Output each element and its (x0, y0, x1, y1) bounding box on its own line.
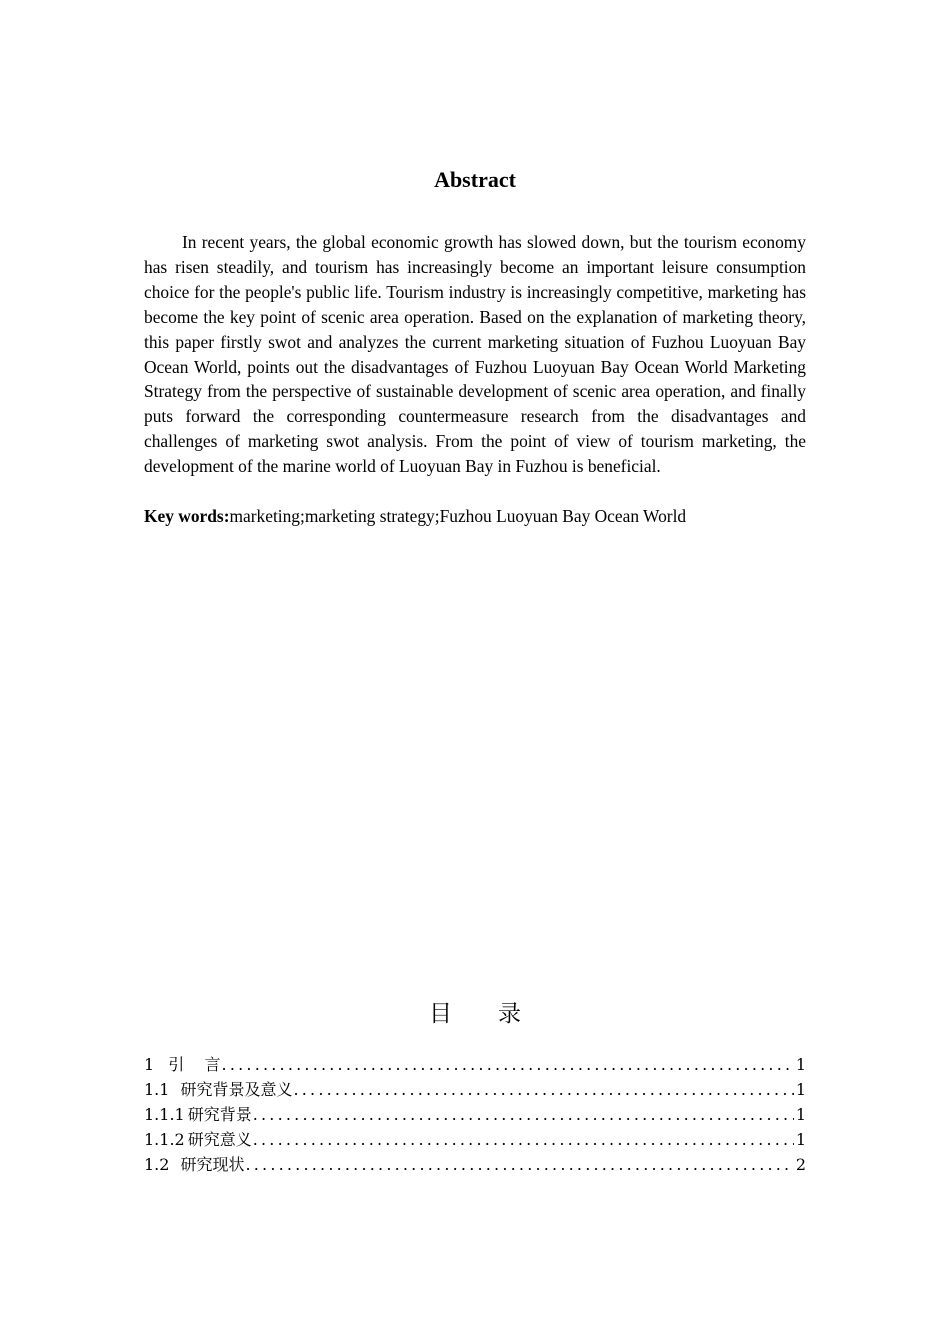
toc-entry-title: 研究现状 (180, 1155, 245, 1174)
toc-entry-number: 1.1.1 (144, 1105, 185, 1124)
toc-entry[interactable] (144, 1152, 806, 1177)
toc-entry-number: 1.2 (144, 1155, 170, 1174)
toc-entry-title: 研究背景 (187, 1105, 252, 1124)
toc-leader-dots (253, 1127, 794, 1152)
toc-list (144, 1052, 806, 1177)
toc-entry[interactable] (144, 1102, 806, 1127)
toc-leader-dots (253, 1102, 794, 1127)
keywords-line (144, 504, 806, 529)
toc-entry-page: 1 (795, 1130, 806, 1149)
toc-entry[interactable] (144, 1127, 806, 1152)
toc-entry-number: 1.1 (144, 1080, 170, 1099)
toc-entry[interactable] (144, 1077, 806, 1102)
toc-title-left: 目 (429, 1001, 452, 1027)
toc-leader-dots (293, 1077, 793, 1102)
toc-leader-dots (222, 1052, 794, 1077)
toc-entry-number: 1.1.2 (144, 1130, 185, 1149)
toc-entry-page: 1 (795, 1080, 806, 1099)
toc-entry-title: 研究背景及意义 (180, 1080, 293, 1099)
toc-entry-page: 1 (795, 1105, 806, 1124)
toc-entry[interactable] (144, 1052, 806, 1077)
toc-entry-title: 研究意义 (187, 1130, 252, 1149)
toc-entry-page: 1 (795, 1055, 806, 1074)
toc-leader-dots (245, 1152, 793, 1177)
toc-entry-number: 1 (144, 1055, 155, 1074)
toc-title (0, 998, 950, 1030)
abstract-body: In recent years, the global economic growth has slowed down, but the tourism economy has risen steadily, and tourism has increasingly become an important leisure consumption choice for the people's public life. Tourism industry is increasingly competitive, marketing has become the key point of scenic area operation. Based on the explanation of marketing theory, this paper firstly swot and analyzes the current marketing situation of Fuzhou Luoyuan Bay Ocean World, points out the disadvantages of Fuzhou Luoyuan Bay Ocean World Marketing Strategy from the perspective of sustainable development of scenic area operation, and finally puts forward the corresponding countermeasure research from the disadvantages and challenges of marketing swot analysis. From the point of view of tourism marketing, the development of the marine world of Luoyuan Bay in Fuzhou is beneficial. (144, 232, 806, 477)
toc-entry-title: 引 言 (168, 1055, 221, 1074)
toc-title-right: 录 (498, 1001, 521, 1027)
abstract-title: Abstract (434, 167, 516, 192)
keywords-text: marketing;marketing strategy;Fuzhou Luoyuan Bay Ocean World (229, 506, 687, 526)
keywords-label: Key words: (144, 506, 230, 526)
toc-entry-page: 2 (795, 1155, 806, 1174)
